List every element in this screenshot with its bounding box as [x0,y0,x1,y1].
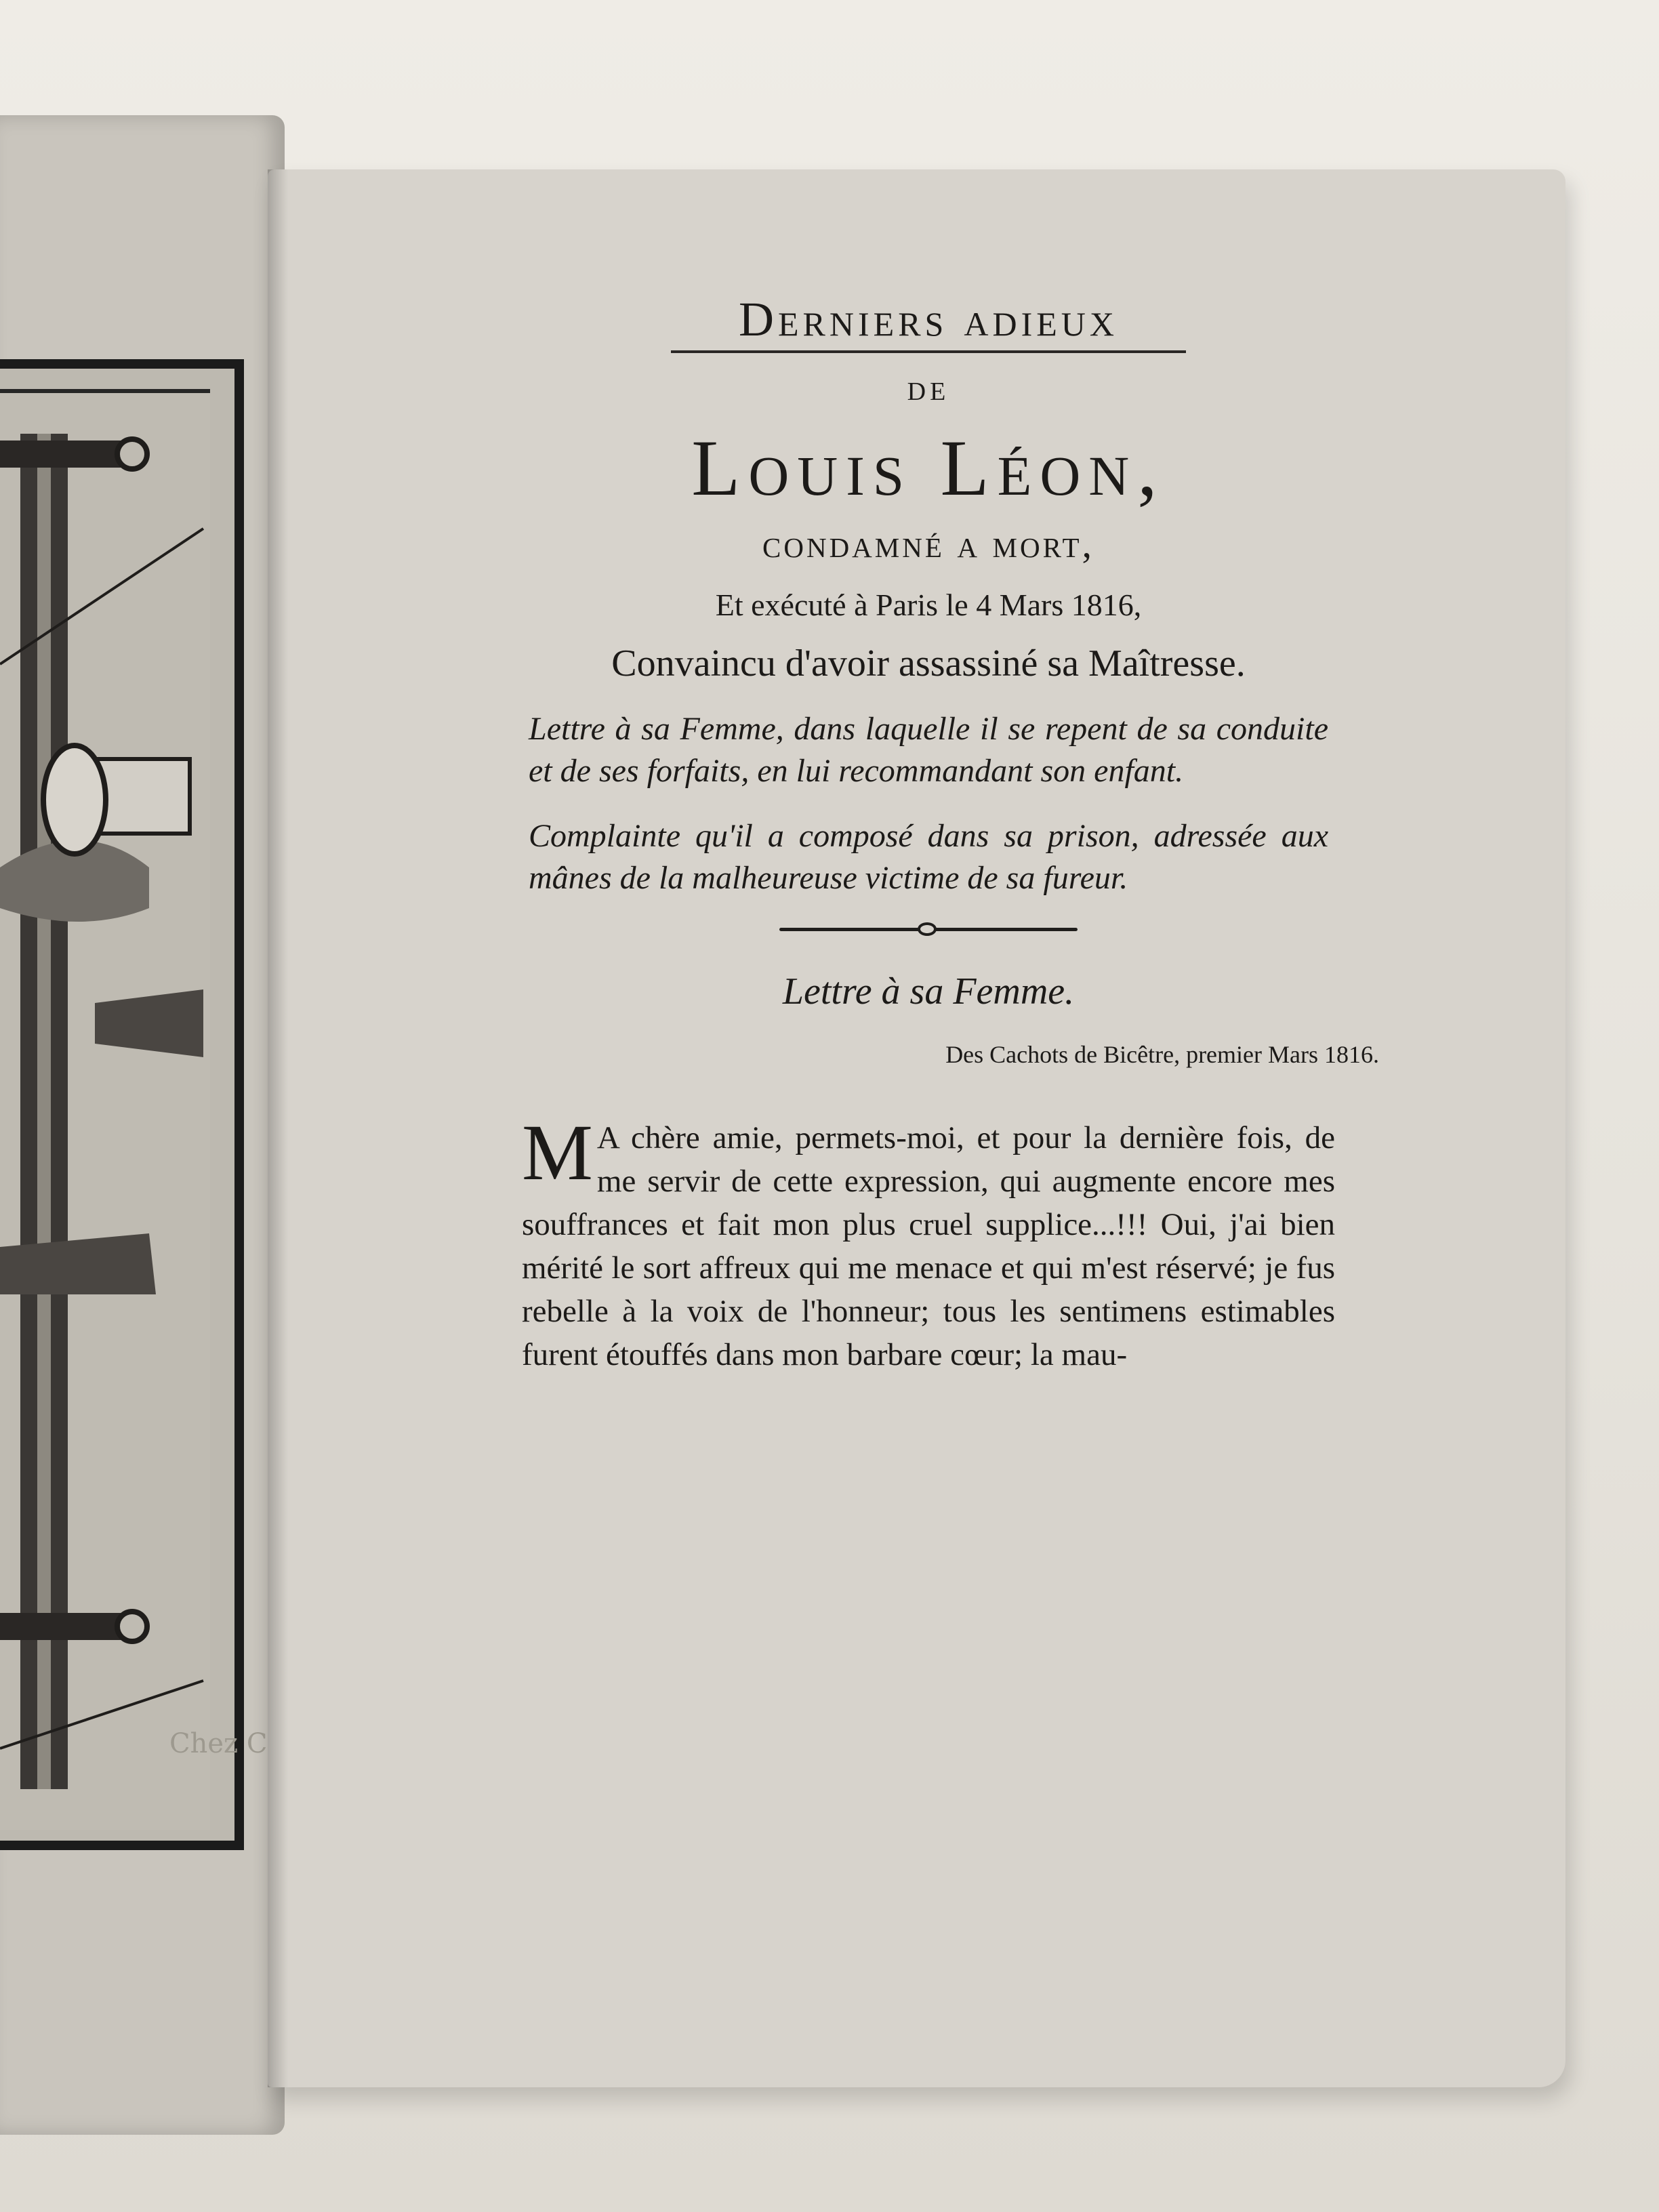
woodcut-illustration [0,359,244,1850]
title-rule [671,350,1186,353]
title-line-4: condamné a mort, [762,522,1094,566]
subtitle-conviction: Convaincu d'avoir assassiné sa Maîtresse. [611,642,1246,684]
italic-paragraph-2: Complainte qu'il a composé dans sa prison, adressée aux mânes de la malheureuse victime de sa fureur. [529,818,1328,896]
ornament-divider [779,922,1078,936]
body-paragraph [522,1108,1335,1376]
guillotine-engraving [0,393,210,1830]
left-page [0,115,285,2135]
page-text [437,291,1420,1376]
body-text: A chère amie, permets-moi, et pour la dernière fois, de me servir de cette expression, qui augmente encore mes souffrances et fait mon plus cruel supplice...!!! Oui, j'ai bien mérité le sort affreux qui me menace et qui m'est réservé; je fus rebelle à la voix de l'honneur; tous les sentimens estimables furent étouffés dans mon barbare cœur; la mau- [522,1120,1335,1372]
drop-cap: M [522,1108,593,1197]
spine-shadow [268,169,288,2087]
dateline: Des Cachots de Bicêtre, premier Mars 1816. [945,1041,1379,1068]
title-line-1: Derniers adieux [739,292,1118,346]
title-line-3: Louis Léon, [691,424,1166,512]
section-title: Lettre à sa Femme. [782,970,1075,1012]
italic-paragraph-1: Lettre à sa Femme, dans laquelle il se repent de sa conduite et de ses forfaits, en lui recommandant son enfant. [529,711,1328,789]
title-line-2: de [907,367,950,408]
woodcut-frame [0,389,210,1826]
right-page [268,169,1565,2087]
ornament-knot [918,922,937,936]
printer-mark: Chez C [169,1728,268,1759]
subtitle-execution: Et exécuté à Paris le 4 Mars 1816, [715,588,1142,622]
